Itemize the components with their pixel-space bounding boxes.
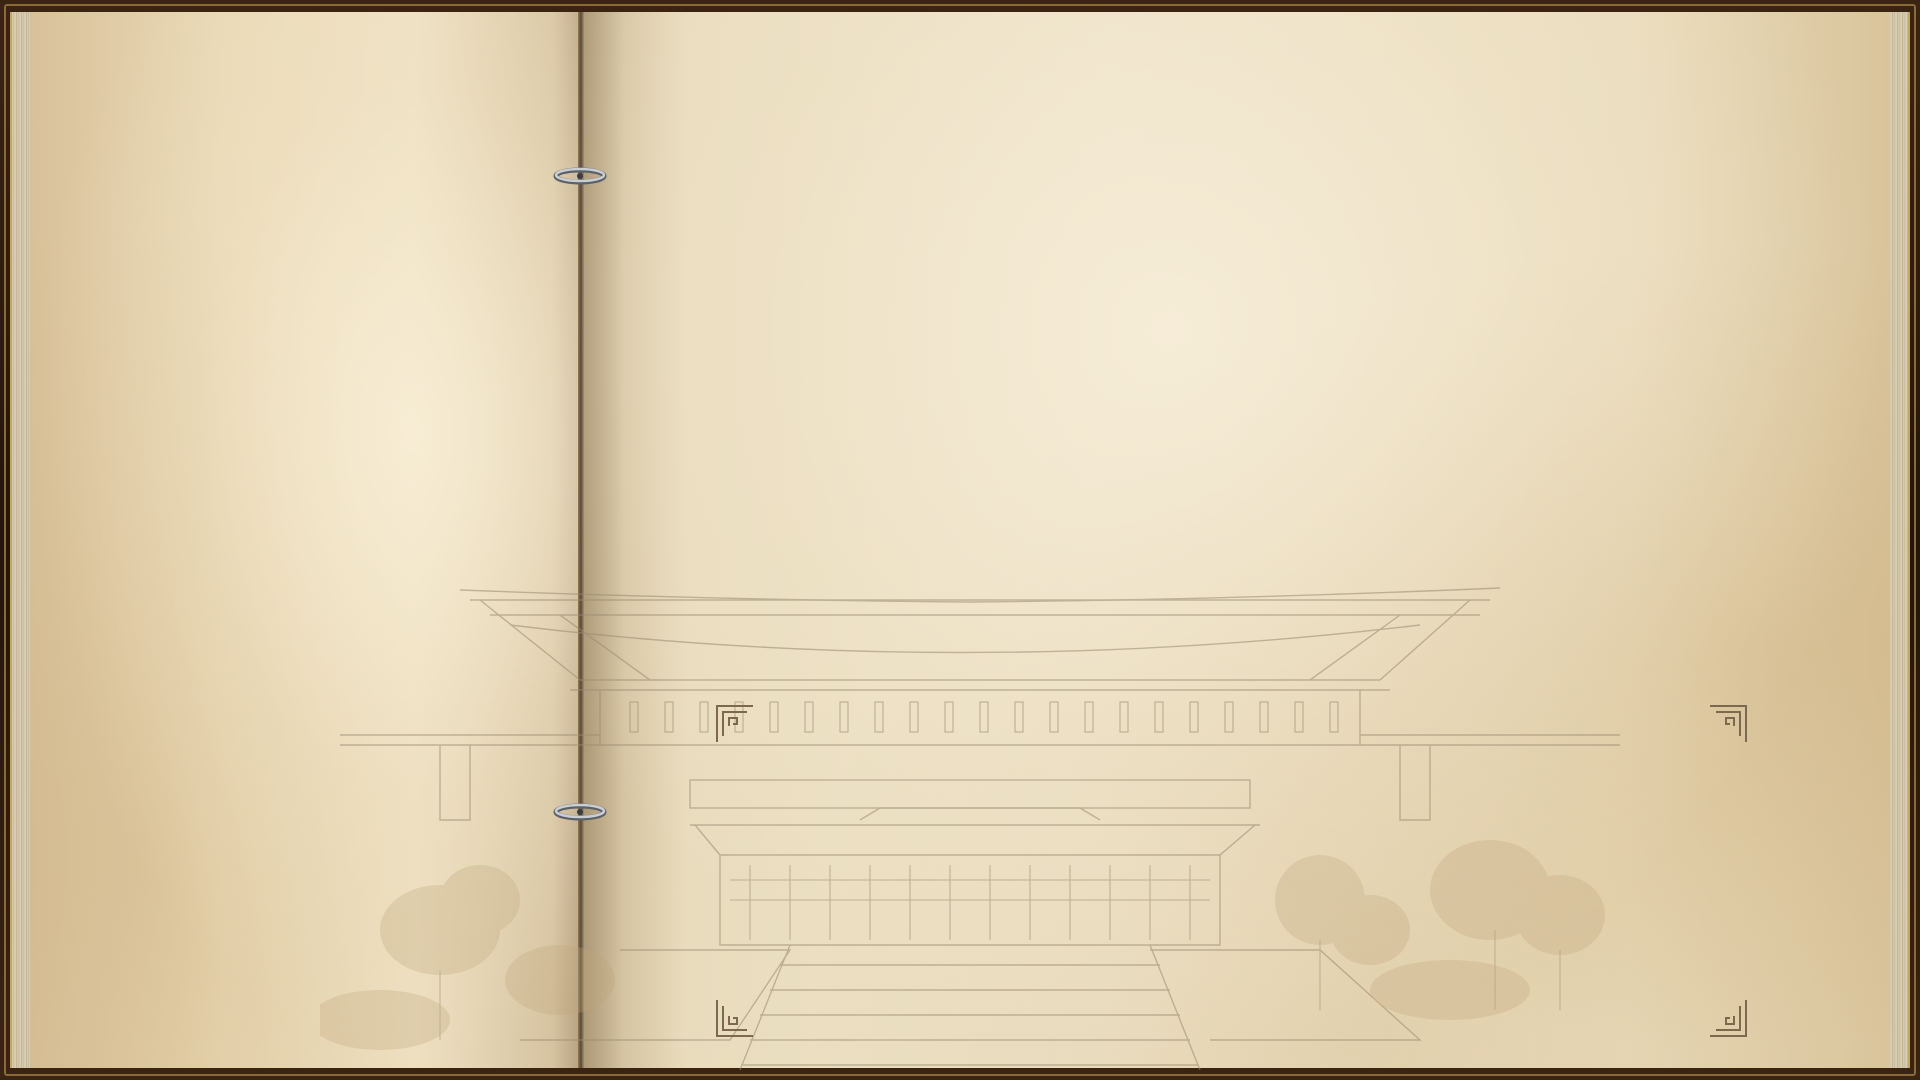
corner-ornament-icon — [713, 702, 757, 746]
left-page-edge — [10, 12, 32, 1068]
temple-sketch-illustration — [320, 570, 1620, 1070]
corner-ornament-icon — [1706, 702, 1750, 746]
corner-ornament-icon — [713, 996, 757, 1040]
corner-ornament-icon — [1706, 996, 1750, 1040]
right-page-edge — [1888, 12, 1910, 1068]
binder-ring-top — [552, 166, 608, 186]
binder-ring-icon — [552, 166, 608, 186]
binder-ring-icon — [552, 802, 608, 822]
binder-ring-bottom — [552, 802, 608, 822]
